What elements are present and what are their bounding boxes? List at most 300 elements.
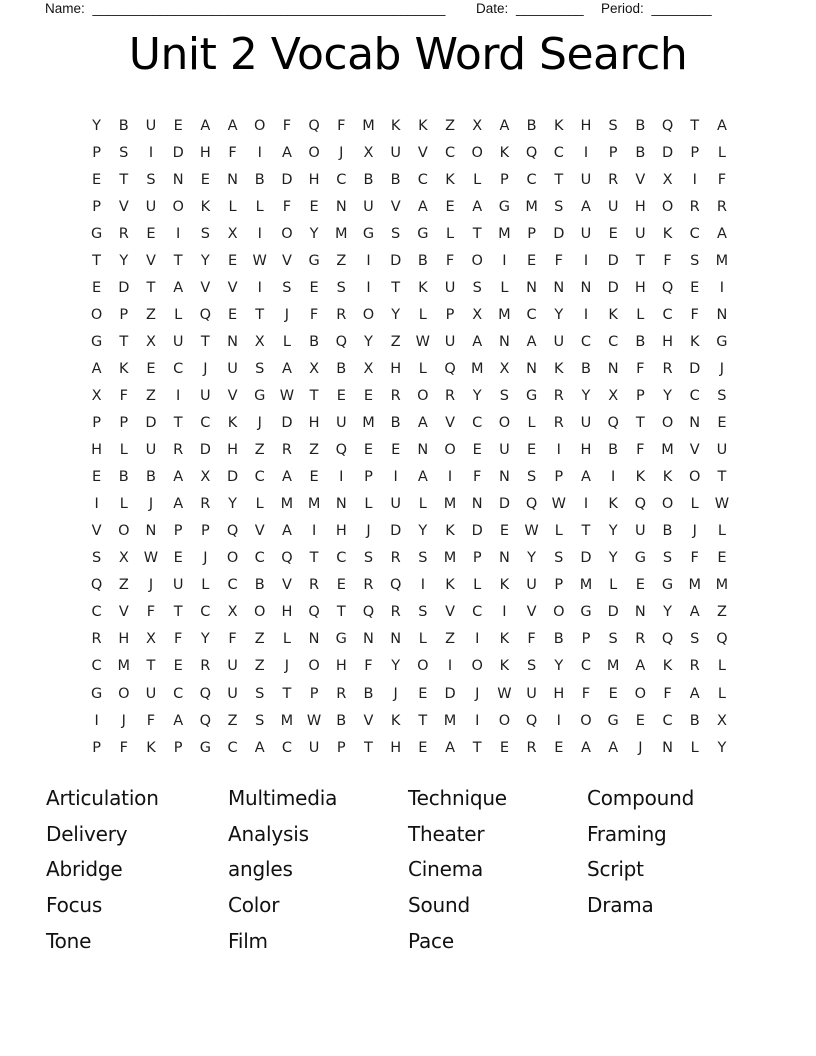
grid-letter-r4-c14: E (445, 198, 455, 215)
grid-letter-r12-c15: C (472, 415, 483, 432)
grid-letter-r10-c12: H (390, 360, 402, 377)
grid-letter-r15-c19: I (583, 496, 589, 513)
grid-letter-r17-c11: S (363, 550, 374, 567)
grid-letter-r17-c16: N (498, 550, 510, 567)
grid-letter-r13-c20: B (608, 442, 619, 459)
grid-letter-r8-c14: P (445, 306, 455, 323)
grid-letter-r17-c18: S (554, 550, 564, 567)
grid-letter-r4-c2: V (118, 198, 129, 215)
grid-letter-r22-c20: E (608, 685, 618, 702)
grid-letter-r24-c13: E (418, 739, 428, 756)
word-bank-column-1 (46, 780, 159, 958)
grid-letter-r12-c18: R (553, 415, 564, 432)
grid-letter-r2-c10: J (339, 144, 344, 161)
grid-letter-r22-c19: F (581, 685, 591, 702)
grid-letter-r10-c17: N (526, 360, 538, 377)
grid-letter-r9-c13: W (415, 333, 431, 350)
grid-letter-r18-c14: K (445, 577, 455, 594)
grid-letter-r16-c12: D (390, 523, 402, 540)
grid-letter-r15-c23: L (690, 496, 699, 513)
grid-letter-r4-c12: V (390, 198, 401, 215)
grid-letter-r13-c10: Q (335, 442, 347, 459)
grid-letter-r24-c21: J (638, 739, 643, 756)
word-bank-item: Theater (408, 821, 485, 846)
grid-letter-r8-c10: R (336, 306, 347, 323)
grid-letter-r11-c11: E (363, 387, 374, 404)
grid-letter-r18-c23: M (688, 577, 701, 594)
grid-letter-r17-c5: J (203, 550, 208, 567)
grid-letter-r6-c11: I (366, 252, 371, 269)
grid-letter-r8-c8: J (284, 306, 290, 323)
grid-letter-r18-c12: Q (389, 577, 402, 594)
grid-letter-r4-c24: R (716, 198, 727, 215)
grid-letter-r14-c12: I (393, 469, 398, 486)
grid-letter-r14-c1: E (92, 469, 102, 486)
grid-letter-r23-c22: C (662, 712, 673, 729)
grid-letter-r18-c1: Q (90, 577, 103, 594)
grid-letter-r6-c5: Y (200, 252, 210, 269)
grid-letter-r9-c24: G (716, 333, 728, 350)
period-field-group (601, 1, 712, 16)
grid-letter-r16-c8: A (281, 523, 292, 540)
grid-letter-r9-c12: Z (390, 333, 401, 350)
grid-letter-r3-c4: N (172, 171, 184, 188)
grid-letter-r9-c9: B (309, 333, 320, 350)
grid-letter-r2-c15: O (471, 144, 483, 161)
grid-letter-r24-c19: A (581, 739, 591, 756)
word-bank-item: Color (228, 892, 280, 917)
word-bank-item: Compound (587, 785, 695, 810)
grid-letter-r2-c5: H (199, 144, 211, 161)
grid-letter-r4-c19: A (581, 198, 591, 215)
grid-letter-r11-c7: G (254, 387, 266, 404)
grid-letter-r6-c10: Z (336, 252, 347, 269)
grid-letter-r14-c24: T (717, 469, 727, 486)
grid-letter-r6-c2: Y (119, 252, 129, 269)
grid-letter-r11-c2: F (119, 387, 128, 404)
grid-letter-r13-c24: U (716, 442, 728, 459)
grid-letter-r1-c23: T (690, 117, 700, 134)
grid-letter-r21-c8: J (284, 658, 290, 675)
grid-letter-r16-c10: H (335, 523, 347, 540)
grid-letter-r24-c4: P (173, 739, 183, 756)
grid-letter-r21-c20: M (606, 658, 620, 675)
grid-letter-r8-c7: T (255, 306, 265, 323)
word-bank-item: Drama (587, 892, 654, 917)
grid-letter-r12-c9: H (308, 415, 320, 432)
grid-letter-r11-c3: Z (146, 387, 156, 404)
grid-letter-r9-c23: K (689, 333, 700, 350)
grid-letter-r17-c4: E (173, 550, 183, 567)
grid-letter-r2-c20: P (608, 144, 618, 161)
grid-letter-r10-c19: B (580, 360, 591, 377)
grid-letter-r24-c20: A (608, 739, 619, 756)
grid-letter-r8-c19: I (583, 306, 589, 323)
grid-letter-r17-c21: G (634, 550, 646, 567)
grid-letter-r1-c8: F (282, 117, 292, 134)
grid-letter-r12-c2: P (119, 415, 129, 432)
grid-letter-r20-c9: N (308, 631, 320, 648)
grid-letter-r15-c16: D (498, 496, 510, 513)
grid-letter-r2-c17: Q (525, 144, 538, 161)
grid-letter-r20-c4: F (173, 631, 183, 648)
date-field-group (476, 1, 584, 16)
grid-letter-r15-c10: N (335, 496, 347, 513)
grid-letter-r8-c2: P (119, 306, 129, 323)
grid-letter-r9-c4: U (172, 333, 184, 350)
grid-letter-r11-c20: X (608, 387, 619, 404)
grid-letter-r18-c18: P (554, 577, 564, 594)
grid-letter-r9-c15: A (472, 333, 483, 350)
grid-letter-r13-c14: O (444, 442, 456, 459)
grid-letter-r5-c1: G (90, 225, 103, 242)
grid-letter-r14-c8: A (281, 469, 292, 486)
grid-letter-r20-c5: Y (200, 631, 210, 648)
grid-letter-r10-c23: D (689, 360, 701, 377)
word-bank-item: Framing (587, 821, 667, 846)
grid-letter-r18-c17: U (526, 577, 537, 594)
grid-letter-r23-c3: F (146, 712, 156, 729)
grid-letter-r3-c3: S (146, 171, 156, 188)
grid-letter-r23-c4: A (173, 712, 184, 729)
grid-letter-r20-c6: F (228, 631, 237, 648)
grid-letter-r14-c13: A (417, 469, 428, 486)
name-blank-line: _______________________________________________ (92, 1, 446, 16)
grid-letter-r22-c5: Q (199, 685, 212, 702)
grid-letter-r16-c4: P (173, 523, 183, 540)
grid-letter-r15-c5: R (200, 496, 211, 513)
grid-letter-r24-c5: G (199, 739, 211, 756)
grid-letter-r14-c3: B (145, 469, 156, 486)
grid-letter-r9-c22: H (662, 333, 673, 350)
grid-letter-r1-c4: E (173, 117, 183, 134)
grid-letter-r2-c24: L (717, 144, 726, 161)
grid-letter-r6-c15: O (471, 252, 483, 269)
grid-letter-r19-c7: O (254, 604, 266, 621)
grid-letter-r24-c8: C (281, 739, 292, 756)
grid-letter-r20-c8: L (282, 631, 291, 648)
grid-letter-r10-c6: U (227, 360, 238, 377)
grid-letter-r1-c16: A (499, 117, 510, 134)
grid-letter-r23-c1: I (94, 712, 99, 729)
word-bank-item: Film (228, 928, 268, 953)
grid-letter-r24-c7: A (254, 739, 265, 756)
grid-letter-r4-c21: H (634, 198, 646, 215)
grid-letter-r22-c13: E (418, 685, 428, 702)
grid-letter-r7-c10: S (336, 279, 346, 296)
grid-letter-r23-c14: M (443, 712, 457, 729)
grid-letter-r19-c10: T (336, 604, 346, 621)
grid-letter-r23-c11: V (363, 712, 374, 729)
grid-letter-r15-c14: M (443, 496, 457, 513)
grid-letter-r2-c18: C (553, 144, 564, 161)
grid-letter-r14-c15: F (473, 469, 482, 486)
grid-letter-r24-c24: Y (717, 739, 727, 756)
grid-letter-r24-c9: U (308, 739, 320, 756)
grid-letter-r2-c14: C (444, 144, 456, 161)
grid-letter-r14-c23: O (689, 469, 701, 486)
grid-letter-r8-c13: L (418, 306, 427, 323)
grid-letter-r16-c15: D (471, 523, 483, 540)
grid-letter-r21-c1: C (91, 658, 102, 675)
grid-letter-r7-c8: S (282, 279, 292, 296)
grid-letter-r10-c7: S (255, 360, 265, 377)
grid-letter-r13-c6: H (227, 442, 238, 459)
grid-letter-r9-c14: U (444, 333, 456, 350)
grid-letter-r5-c23: C (689, 225, 700, 242)
grid-letter-r5-c9: Y (309, 225, 319, 242)
grid-letter-r24-c22: N (662, 739, 673, 756)
grid-letter-r22-c10: R (336, 685, 347, 702)
grid-letter-r1-c5: A (200, 117, 211, 134)
grid-letter-r2-c11: X (363, 144, 374, 161)
grid-letter-r7-c13: K (418, 279, 428, 296)
grid-letter-r17-c24: E (717, 550, 727, 567)
grid-letter-r13-c2: L (119, 442, 128, 459)
grid-letter-r19-c2: V (118, 604, 129, 621)
grid-letter-r16-c19: T (581, 523, 591, 540)
grid-letter-r22-c2: O (118, 685, 130, 702)
grid-letter-r6-c8: V (281, 252, 292, 269)
grid-letter-r24-c10: P (336, 739, 346, 756)
grid-letter-r1-c11: M (362, 117, 375, 134)
grid-letter-r12-c12: B (390, 415, 401, 432)
grid-letter-r21-c19: C (580, 658, 592, 675)
grid-letter-r13-c11: E (363, 442, 374, 459)
word-bank-item: angles (228, 857, 293, 882)
grid-letter-r14-c17: S (526, 469, 537, 486)
grid-letter-r2-c22: D (661, 144, 674, 161)
grid-letter-r8-c22: C (662, 306, 673, 323)
grid-letter-r3-c17: C (526, 171, 537, 188)
grid-letter-r3-c24: F (717, 171, 727, 188)
grid-letter-r19-c12: R (390, 604, 401, 621)
grid-letter-r10-c5: J (203, 360, 208, 377)
grid-letter-r8-c16: M (498, 306, 511, 323)
grid-letter-r8-c6: E (227, 306, 238, 323)
grid-letter-r10-c22: R (662, 360, 673, 377)
grid-letter-r4-c23: R (689, 198, 700, 215)
name-label: Name: (45, 1, 85, 16)
grid-letter-r19-c22: Y (663, 604, 672, 621)
grid-letter-r15-c15: N (471, 496, 483, 513)
grid-letter-r11-c4: I (176, 387, 181, 404)
grid-letter-r23-c19: O (580, 712, 592, 729)
grid-letter-r11-c8: W (279, 387, 295, 404)
grid-letter-r6-c14: F (445, 252, 455, 269)
grid-letter-r18-c20: L (609, 577, 618, 594)
grid-letter-r18-c15: L (473, 577, 482, 594)
grid-letter-r15-c7: L (255, 496, 264, 513)
grid-letter-r7-c12: T (391, 279, 401, 296)
grid-letter-r11-c9: T (309, 387, 319, 404)
grid-letter-r18-c13: I (420, 577, 425, 594)
grid-letter-r8-c24: N (716, 306, 728, 323)
grid-letter-r7-c24: I (719, 279, 725, 296)
grid-letter-r14-c14: I (447, 469, 453, 486)
grid-letter-r1-c1: Y (92, 117, 102, 134)
grid-letter-r21-c13: O (417, 658, 429, 675)
word-bank-item: Articulation (46, 785, 159, 810)
word-bank (0, 780, 816, 980)
grid-letter-r7-c17: N (526, 279, 538, 296)
grid-letter-r9-c20: C (608, 333, 619, 350)
header-row (0, 1, 816, 23)
grid-letter-r2-c1: P (92, 144, 101, 161)
grid-letter-r7-c3: T (146, 279, 156, 296)
grid-letter-r19-c20: D (607, 604, 619, 621)
grid-letter-r9-c5: T (200, 333, 210, 350)
grid-letter-r23-c5: Q (199, 712, 212, 729)
word-bank-item: Cinema (408, 857, 484, 882)
grid-letter-r3-c2: T (119, 171, 129, 188)
grid-letter-r9-c6: N (227, 333, 238, 350)
grid-letter-r12-c11: M (362, 415, 375, 432)
grid-letter-r17-c9: T (309, 550, 319, 567)
word-bank-item: Technique (408, 785, 507, 810)
grid-letter-r12-c4: T (173, 415, 183, 432)
grid-letter-r21-c5: R (200, 658, 211, 675)
grid-letter-r6-c20: D (607, 252, 619, 269)
grid-letter-r12-c22: O (661, 415, 674, 432)
grid-letter-r24-c6: C (227, 739, 238, 756)
grid-letter-r14-c5: X (200, 469, 211, 486)
grid-letter-r4-c10: N (335, 198, 347, 215)
grid-letter-r4-c6: L (228, 198, 237, 215)
grid-letter-r15-c24: W (714, 496, 730, 513)
grid-letter-r2-c9: O (308, 144, 320, 161)
grid-letter-r11-c16: S (499, 387, 510, 404)
grid-letter-r3-c1: E (92, 171, 102, 188)
grid-letter-r5-c7: I (257, 225, 262, 242)
grid-letter-r8-c15: X (472, 306, 483, 323)
grid-letter-r14-c11: P (364, 469, 373, 486)
grid-letter-r12-c10: U (335, 415, 347, 432)
grid-letter-r3-c13: C (417, 171, 428, 188)
grid-letter-r2-c3: I (148, 144, 154, 161)
grid-letter-r3-c22: X (662, 171, 673, 188)
grid-letter-r14-c2: B (118, 469, 129, 486)
grid-letter-r20-c2: H (118, 631, 130, 648)
grid-letter-r5-c2: R (118, 225, 129, 242)
grid-letter-r16-c16: E (499, 523, 509, 540)
grid-letter-r10-c1: A (91, 360, 102, 377)
grid-letter-r19-c5: C (200, 604, 211, 621)
grid-letter-r15-c18: W (551, 496, 566, 513)
grid-letter-r21-c12: Y (391, 658, 401, 675)
grid-letter-r20-c1: R (91, 631, 102, 648)
grid-letter-r3-c23: I (692, 171, 697, 188)
grid-letter-r20-c16: K (499, 631, 510, 648)
grid-letter-r1-c2: B (118, 117, 129, 134)
grid-letter-r18-c19: M (579, 577, 593, 594)
grid-letter-r5-c13: G (417, 225, 429, 242)
grid-letter-r11-c14: R (444, 387, 456, 404)
grid-letter-r8-c11: O (362, 306, 375, 323)
grid-letter-r22-c18: H (553, 685, 565, 702)
grid-letter-r18-c10: E (336, 577, 346, 594)
grid-letter-r13-c5: D (199, 442, 211, 459)
grid-letter-r7-c19: N (580, 279, 592, 296)
grid-letter-r8-c20: K (608, 306, 618, 323)
grid-letter-r17-c17: Y (527, 550, 537, 567)
grid-letter-r1-c12: K (390, 117, 401, 134)
word-bank-item: Tone (46, 928, 92, 953)
grid-letter-r13-c18: I (556, 442, 561, 459)
grid-letter-r4-c17: M (525, 198, 538, 215)
grid-letter-r3-c16: P (500, 171, 509, 188)
grid-letter-r17-c19: D (580, 550, 592, 567)
grid-letter-r16-c18: L (554, 523, 563, 540)
grid-letter-r23-c13: T (418, 712, 428, 729)
grid-letter-r4-c3: U (145, 198, 157, 215)
grid-letter-r1-c3: U (145, 117, 157, 134)
grid-letter-r15-c11: L (364, 496, 373, 513)
grid-letter-r23-c9: W (306, 712, 322, 729)
grid-letter-r7-c20: D (607, 279, 619, 296)
grid-letter-r6-c16: I (502, 252, 507, 269)
word-bank-item: Analysis (228, 821, 309, 846)
grid-letter-r23-c15: I (475, 712, 480, 729)
grid-letter-r19-c6: X (227, 604, 238, 621)
grid-letter-r14-c16: N (498, 469, 510, 486)
grid-letter-r16-c9: I (311, 523, 317, 540)
grid-letter-r5-c14: L (445, 225, 455, 242)
grid-letter-r13-c3: U (145, 442, 157, 459)
word-bank-column-4 (587, 780, 694, 923)
grid-letter-r23-c6: Z (227, 712, 238, 729)
grid-letter-r15-c20: K (608, 496, 618, 513)
grid-letter-r17-c6: O (226, 550, 239, 567)
grid-letter-r4-c20: U (607, 198, 619, 215)
grid-letter-r23-c2: J (121, 712, 126, 729)
grid-letter-r17-c8: Q (281, 550, 293, 567)
grid-letter-r1-c22: Q (661, 117, 674, 134)
grid-letter-r5-c22: K (662, 225, 673, 242)
grid-letter-r4-c5: K (200, 198, 211, 215)
grid-letter-r6-c9: G (308, 252, 320, 269)
grid-letter-r17-c1: S (91, 550, 102, 567)
grid-letter-r19-c24: Z (716, 604, 727, 621)
grid-letter-r12-c7: J (257, 415, 262, 432)
grid-letter-r21-c15: O (471, 658, 483, 675)
grid-letter-r5-c18: D (553, 225, 565, 242)
grid-letter-r11-c23: C (689, 387, 700, 404)
grid-letter-r23-c8: M (280, 712, 294, 729)
grid-letter-r1-c19: H (580, 117, 592, 134)
grid-letter-r3-c12: B (390, 171, 401, 188)
grid-letter-r16-c22: B (662, 523, 673, 540)
grid-letter-r15-c22: O (661, 496, 674, 513)
grid-letter-r12-c24: E (717, 415, 727, 432)
grid-letter-r21-c2: M (117, 658, 131, 675)
grid-letter-r12-c16: O (498, 415, 511, 432)
grid-letter-r20-c14: Z (445, 631, 455, 648)
word-bank-item: Sound (408, 892, 470, 917)
grid-letter-r5-c4: I (176, 225, 181, 242)
grid-letter-r18-c11: R (363, 577, 374, 594)
grid-letter-r12-c17: L (527, 415, 536, 432)
grid-letter-r23-c20: G (607, 712, 619, 729)
grid-letter-r11-c5: U (200, 387, 211, 404)
word-bank-item: Pace (408, 928, 454, 953)
grid-letter-r5-c15: T (472, 225, 482, 242)
grid-letter-r2-c23: P (690, 144, 700, 161)
grid-letter-r8-c21: L (636, 306, 645, 323)
grid-letter-r23-c21: E (635, 712, 645, 729)
grid-letter-r5-c6: X (227, 225, 238, 242)
grid-letter-r7-c5: V (200, 279, 211, 296)
